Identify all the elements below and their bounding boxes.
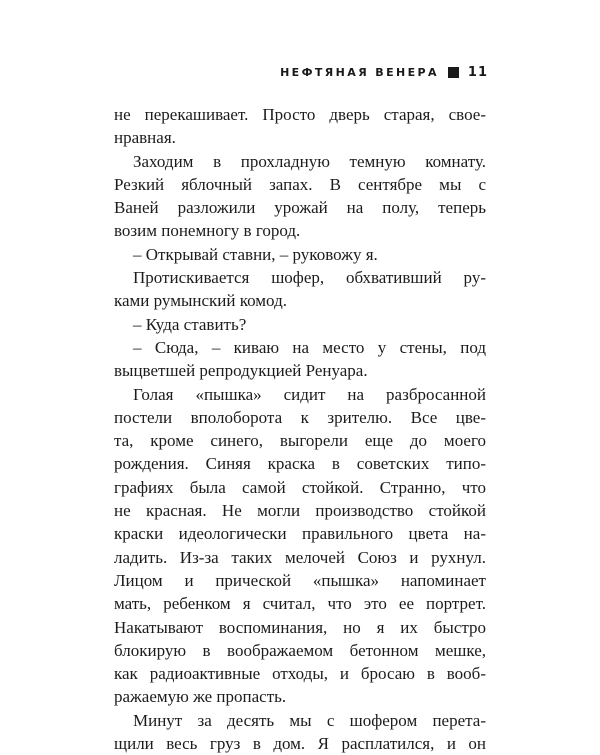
square-ornament-icon <box>448 67 459 78</box>
text-line: не красная. Не могли производство стойкой <box>114 501 486 521</box>
text-line: Минут за десять мы с шофером перета- <box>133 710 486 730</box>
text-line: выцветшей репродукцией Ренуара. <box>114 361 368 381</box>
text-line: ками румынский комод. <box>114 291 287 311</box>
running-head <box>280 62 488 82</box>
text-line: Голая «пышка» сидит на разбросанной <box>133 384 486 404</box>
text-line: рождения. Синяя краска в советских типо- <box>114 454 486 474</box>
text-line: постели вполоборота к зрителю. Все цве- <box>114 407 486 427</box>
text-line: Накатывают воспоминания, но я их быстро <box>114 617 486 637</box>
text-line: Ваней разложили урожай на полу, теперь <box>114 198 486 218</box>
body-text <box>114 103 486 755</box>
text-line: – Сюда, – киваю на место у стены, под <box>133 337 486 357</box>
text-line: возим понемногу в город. <box>114 221 301 241</box>
text-line: Заходим в прохладную темную комнату. <box>133 151 486 171</box>
text-line: блокирую в воображаемом бетонном мешке, <box>114 640 486 660</box>
text-line: Лицом и прической «пышка» напоминает <box>114 570 486 590</box>
text-line: ражаемую же пропасть. <box>114 687 287 707</box>
text-line: графиях была самой стойкой. Странно, что <box>114 477 486 497</box>
text-line: – Открывай ставни, – руковожу я. <box>133 244 378 264</box>
text-line: краски идеологически правильного цвета на- <box>114 524 486 544</box>
text-line: как радиоактивные отходы, и бросаю в вооб- <box>114 664 486 684</box>
text-line: та, кроме синего, выгорели еще до моего <box>114 431 486 451</box>
page-number: 11 <box>467 64 488 80</box>
text-line: Резкий яблочный запах. В сентябре мы с <box>114 174 486 194</box>
text-line: щили весь груз в дом. Я расплатился, и он <box>114 734 486 754</box>
text-line: – Куда ставить? <box>133 314 247 334</box>
text-line: нравная. <box>114 128 176 148</box>
text-line: Протискивается шофер, обхвативший ру- <box>133 268 486 288</box>
text-line: не перекашивает. Просто дверь старая, свое- <box>114 105 486 124</box>
book-title: НЕФТЯНАЯ ВЕНЕРА <box>280 65 439 79</box>
text-line: мать, ребенком я считал, что это ее портрет. <box>114 594 486 614</box>
text-line: ладить. Из-за таких мелочей Союз и рухнул. <box>114 547 486 567</box>
